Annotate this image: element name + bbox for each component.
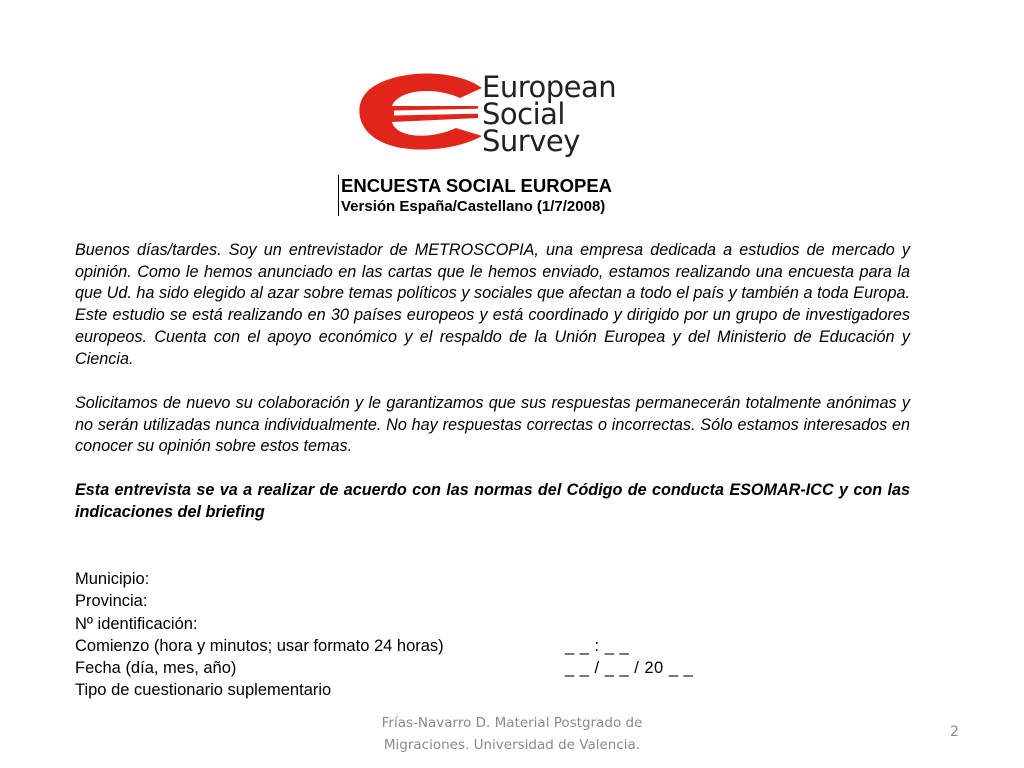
field-time-blank: _ _ : _ _: [565, 636, 630, 655]
field-comienzo: [75, 635, 735, 657]
field-label: Nº identificación:: [75, 614, 198, 633]
title-block: [338, 175, 612, 216]
document-title: ENCUESTA SOCIAL EUROPEA: [341, 175, 613, 196]
field-label: Provincia:: [75, 592, 148, 611]
ess-logo-mark: [356, 68, 486, 163]
logo-word-social: Social: [482, 97, 565, 131]
conduct-code-paragraph: Esta entrevista se va a realizar de acuerdo con las normas del Código de conducta ESOMAR-ICC y con las indicaciones del briefing: [75, 481, 910, 521]
field-date-blank: _ _ / _ _ / 20 _ _: [565, 659, 694, 678]
logo-word-survey: Survey: [482, 124, 580, 158]
field-label: Comienzo (hora y minutos; usar formato 24 horas): [75, 636, 444, 655]
logo-white-stripe: [394, 111, 486, 113]
field-label: Tipo de cuestionario suplementario: [75, 681, 332, 700]
logo-wordmark: [482, 70, 617, 158]
field-municipio: [75, 568, 735, 590]
field-label: Fecha (día, mes, año): [75, 659, 237, 678]
slide-footer: [357, 712, 667, 756]
field-tipo-cuestionario: [75, 679, 735, 701]
field-identificacion: [75, 613, 735, 635]
field-provincia: [75, 590, 735, 612]
field-label: Municipio:: [75, 570, 150, 588]
field-fecha: [75, 657, 735, 679]
document-subtitle: Versión España/Castellano (1/7/2008): [341, 198, 606, 215]
footer-line-2: Migraciones. Universidad de Valencia.: [383, 737, 641, 753]
page-number: 2: [950, 724, 959, 740]
confidentiality-paragraph: Solicitamos de nuevo su colaboración y le garantizamos que sus respuestas permanecerán totalmente anónimas y no serán utilizadas nunca individualmente. No hay respuestas correctas o incorrectas. Sólo estamos interesados en conocer su opinión sobre estos temas.: [75, 394, 910, 456]
intro-paragraph: Buenos días/tardes. Soy un entrevistador de METROSCOPIA, una empresa dedicada a estudios de mercado y opinión. Como le hemos anunciado en las cartas que le hemos enviado, estamos realizando una encuesta para la que Ud. ha sido elegido al azar sobre temas políticos y sociales que afectan a todo el país y también a toda Europa. Este estudio se está realizando en 30 países europeos y está coordinado y dirigido por un grupo de investigadores europeos. Cuenta con el apoyo económico y el respaldo de la Unión Europea y del Ministerio de Educación y Ciencia.: [75, 241, 910, 368]
logo-word-european: European: [482, 70, 617, 104]
interview-fields: [75, 568, 735, 702]
footer-line-1: Frías-Navarro D. Material Postgrado de: [381, 715, 643, 731]
ess-logo: [356, 68, 646, 163]
